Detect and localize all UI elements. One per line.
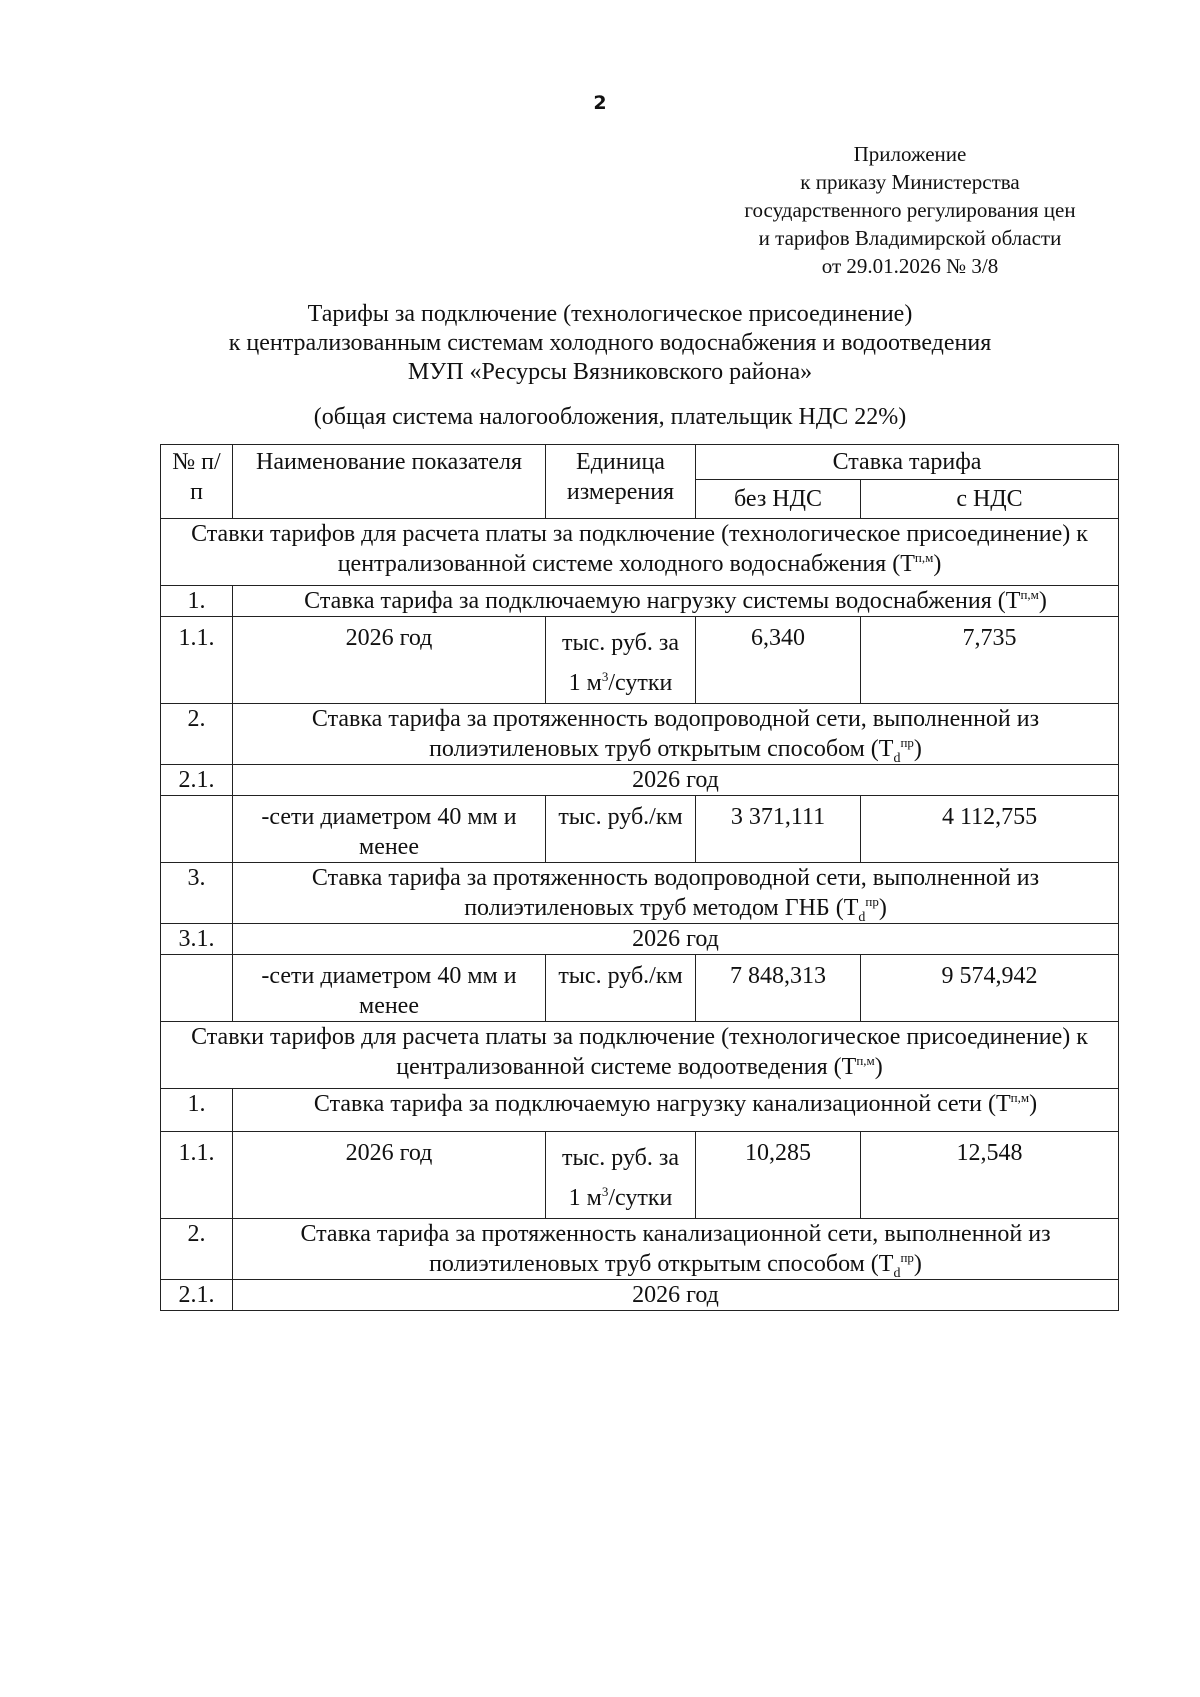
row-num: 1.1.	[161, 1132, 233, 1219]
title-line: Тарифы за подключение (технологическое присоединение)	[307, 301, 913, 327]
appendix-line: государственного регулирования цен	[744, 198, 1076, 222]
year-num: 3.1.	[161, 924, 233, 955]
document-subtitle: (общая система налогообложения, плательщик НДС 22%)	[313, 404, 907, 430]
row-unit: тыс. руб./км	[546, 796, 696, 863]
year-row	[161, 1280, 1119, 1311]
item-num: 1.	[161, 586, 233, 617]
appendix-line: от 29.01.2026 № 3/8	[821, 254, 999, 278]
section-title: Ставки тарифов для расчета платы за подключение (технологическое присоединение) к централизованной системе водоотведения $(Т^{п,м})$	[161, 1022, 1119, 1089]
document-title	[150, 300, 1070, 387]
item-row	[161, 1089, 1119, 1132]
item-title: Ставка тарифа за подключаемую нагрузку канализационной сети $(Т^{п,м})$	[233, 1089, 1119, 1132]
table-row	[161, 796, 1119, 863]
value-with-vat: 4 112,755	[861, 796, 1119, 863]
header-name: Наименование показателя	[233, 445, 546, 519]
value-without-vat: 10,285	[696, 1132, 861, 1219]
row-name: -сети диаметром 40 мм и менее	[233, 796, 546, 863]
row-name: 2026 год	[233, 617, 546, 704]
row-unit: тыс. руб./км	[546, 955, 696, 1022]
table-row	[161, 955, 1119, 1022]
appendix-line: Приложение	[853, 142, 967, 166]
row-name: 2026 год	[233, 1132, 546, 1219]
section-header-row	[161, 519, 1119, 586]
value-with-vat: 9 574,942	[861, 955, 1119, 1022]
section-header-row	[161, 1022, 1119, 1089]
row-num	[161, 955, 233, 1022]
item-row	[161, 704, 1119, 765]
value-without-vat: 3 371,111	[696, 796, 861, 863]
year-row	[161, 765, 1119, 796]
item-num: 1.	[161, 1089, 233, 1132]
item-row	[161, 863, 1119, 924]
appendix-line: к приказу Министерства	[800, 170, 1020, 194]
page-number: 2	[593, 92, 607, 114]
item-title: Ставка тарифа за подключаемую нагрузку системы водоснабжения $(Т^{п,м})$	[233, 586, 1119, 617]
item-title: Ставка тарифа за протяженность водопроводной сети, выполненной из полиэтиленовых труб открытым способом $(Т_d^{пр})$	[233, 704, 1119, 765]
tariff-table	[160, 444, 1119, 1311]
item-row	[161, 586, 1119, 617]
row-unit: тыс. руб. за 1 $м^3$/сутки	[546, 1132, 696, 1219]
item-num: 2.	[161, 1219, 233, 1280]
header-with-vat: с НДС	[861, 480, 1119, 519]
row-num	[161, 796, 233, 863]
year-num: 2.1.	[161, 1280, 233, 1311]
year-label: 2026 год	[233, 1280, 1119, 1311]
item-title: Ставка тарифа за протяженность водопроводной сети, выполненной из полиэтиленовых труб методом ГНБ $(Т_d^{пр})$	[233, 863, 1119, 924]
value-without-vat: 7 848,313	[696, 955, 861, 1022]
table-row	[161, 617, 1119, 704]
year-label: 2026 год	[233, 765, 1119, 796]
section-title: Ставки тарифов для расчета платы за подключение (технологическое присоединение) к централизованной системе холодного водоснабжения $(Т^{п,м})$	[161, 519, 1119, 586]
year-num: 2.1.	[161, 765, 233, 796]
item-num: 3.	[161, 863, 233, 924]
row-num: 1.1.	[161, 617, 233, 704]
title-line: МУП «Ресурсы Вязниковского района»	[407, 359, 813, 385]
header-rate: Ставка тарифа	[696, 445, 1119, 480]
value-with-vat: 7,735	[861, 617, 1119, 704]
item-row	[161, 1219, 1119, 1280]
year-label: 2026 год	[233, 924, 1119, 955]
appendix-block	[700, 140, 1120, 280]
header-without-vat: без НДС	[696, 480, 861, 519]
table-header-row	[161, 445, 1119, 480]
year-row	[161, 924, 1119, 955]
row-unit: тыс. руб. за 1 $м^3$/сутки	[546, 617, 696, 704]
header-unit: Единица измерения	[546, 445, 696, 519]
value-without-vat: 6,340	[696, 617, 861, 704]
header-num: № п/п	[161, 445, 233, 519]
value-with-vat: 12,548	[861, 1132, 1119, 1219]
appendix-line: и тарифов Владимирской области	[758, 226, 1062, 250]
table-row	[161, 1132, 1119, 1219]
title-line: к централизованным системам холодного водоснабжения и водоотведения	[228, 330, 992, 356]
item-num: 2.	[161, 704, 233, 765]
row-name: -сети диаметром 40 мм и менее	[233, 955, 546, 1022]
item-title: Ставка тарифа за протяженность канализационной сети, выполненной из полиэтиленовых труб открытым способом $(Т_d^{пр})$	[233, 1219, 1119, 1280]
